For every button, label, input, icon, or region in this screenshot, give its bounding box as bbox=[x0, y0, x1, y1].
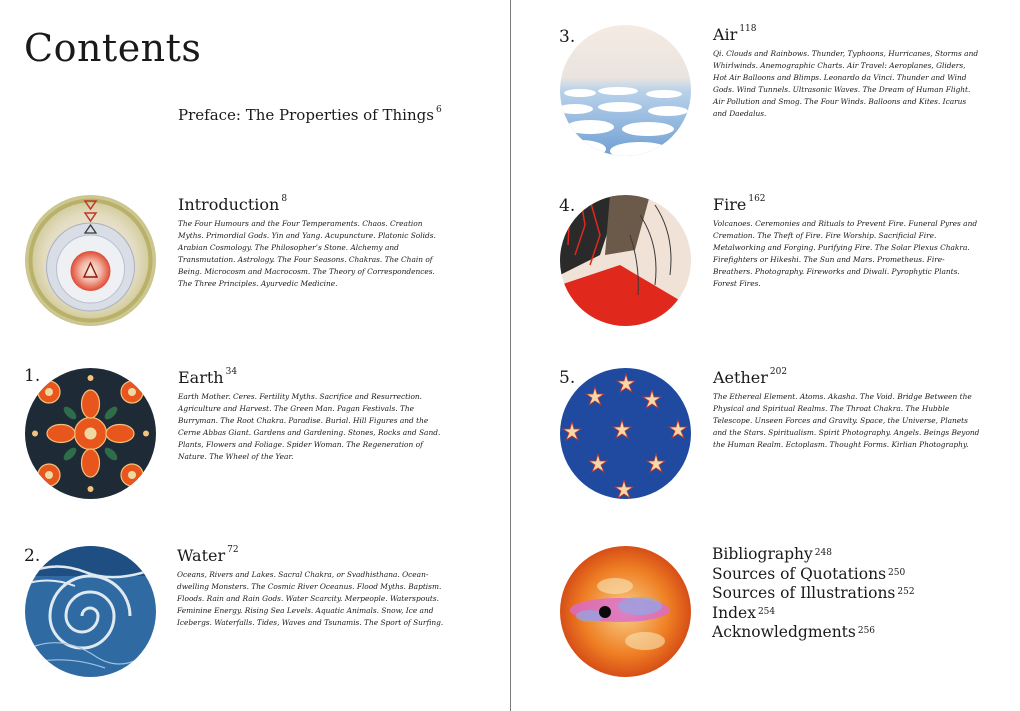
chapter-heading-air[interactable] bbox=[713, 25, 757, 44]
back-matter-label: Acknowledgments bbox=[712, 623, 856, 641]
right-page bbox=[511, 0, 1020, 711]
chapter-description: The Ethereal Element. Atoms. Akasha. The Void. Bridge Between the Physical and Spiritual Realms. The Throat Chakra. The Hubble Telescope. Unseen Forces and Gravity. Space, the Universe, Planets and the Stars. Spiritualism. Spirit Photography. Angels. Beings Beyond the Human Realm. Ectoplasm. Thought Forms. Kirlian Photography. bbox=[713, 392, 980, 449]
chapter-number: 1. bbox=[24, 366, 41, 386]
back-matter-label: Sources of Illustrations bbox=[712, 584, 896, 602]
chapter-page: 118 bbox=[739, 24, 757, 34]
chapter-title: Water bbox=[177, 546, 226, 565]
chapter-title: Air bbox=[713, 25, 738, 44]
sun-eclipse-icon bbox=[560, 546, 691, 677]
chapter-number: 3. bbox=[559, 27, 576, 47]
back-matter-sources-of-illustrations[interactable] bbox=[712, 584, 915, 604]
preface-entry[interactable] bbox=[178, 106, 442, 124]
chapter-description: Qi. Clouds and Rainbows. Thunder, Typhoons, Hurricanes, Storms and Whirlwinds. Anemographic Charts. Air Travel: Aeroplanes, Gliders, Hot Air Balloons and Blimps. Leonardo da Vinci. Thunder and Wind Gods. Wind Tunnels. Ultrasonic Waves. The Dream of Human Flight. Air Pollution and Smog. The Four Winds. Balloons and Kites. Icarus and Daedalus. bbox=[713, 49, 979, 118]
waves-whirlpool-icon bbox=[25, 546, 156, 677]
chapter-heading-fire[interactable] bbox=[713, 195, 766, 214]
back-matter-list bbox=[712, 545, 915, 643]
alchemical-triangles-icon bbox=[25, 195, 156, 326]
chapter-description: Oceans, Rivers and Lakes. Sacral Chakra, or Svadhisthana. Ocean-dwelling Monsters. The Cosmic River Oceanus. Flood Myths. Baptism. Floods. Rain and Rain Gods. Water Scarcity. Merpeople. Waterspouts. Feminine Energy. Rising Sea Levels. Aquatic Animals. Snow, Ice and Icebergs. Waterfalls. Tides, Waves and Tsunamis. The Sport of Surfing. bbox=[177, 570, 444, 627]
chapter-title: Introduction bbox=[178, 195, 280, 214]
starry-sky-icon bbox=[560, 368, 691, 499]
chapter-description: Volcanoes. Ceremonies and Rituals to Prevent Fire. Funeral Pyres and Cremation. The Theft of Fire. Fire Worship. Sacrificial Fire. Metalworking and Forging. Purifying Fire. The Solar Plexus Chakra. Firefighters or Hikeshi. The Sun and Mars. Prometheus. Fire-Breathers. Photography. Fireworks and Diwali. Pyrophytic Plants. Forest Fires. bbox=[713, 219, 978, 288]
chapter-heading-aether[interactable] bbox=[713, 368, 787, 387]
chapter-page: 8 bbox=[281, 194, 288, 204]
chapter-page: 72 bbox=[227, 545, 239, 555]
back-matter-label: Bibliography bbox=[712, 545, 813, 563]
preface-page: 6 bbox=[435, 105, 442, 115]
clouds-sky-icon bbox=[560, 25, 691, 156]
back-matter-label: Sources of Quotations bbox=[712, 564, 887, 583]
back-matter-bibliography[interactable] bbox=[712, 545, 915, 565]
back-matter-page: 256 bbox=[857, 626, 876, 636]
back-matter-page: 254 bbox=[757, 606, 776, 617]
chapter-number: 5. bbox=[559, 368, 576, 388]
chapter-title: Fire bbox=[713, 195, 747, 214]
chapter-page: 162 bbox=[748, 194, 766, 204]
chapter-title: Aether bbox=[713, 368, 768, 387]
chapter-description: The Four Humours and the Four Temperaments. Chaos. Creation Myths. Primordial Gods. Yin and Yang. Acupuncture. Platonic Solids. Arabian Cosmology. The Philosopher’s Stone. Alchemy and Transmutation. Astrology. The Four Seasons. Chakras. The Chain of Being. Microcosm and Macrocosm. The Theory of Correspondences. The Three Principles. Ayurvedic Medicine. bbox=[178, 219, 436, 288]
chapter-number: 2. bbox=[24, 546, 41, 566]
back-matter-page: 250 bbox=[888, 567, 906, 578]
back-matter-page: 252 bbox=[897, 587, 915, 597]
chapter-heading-earth[interactable] bbox=[178, 368, 237, 387]
chapter-title: Earth bbox=[178, 368, 224, 387]
chapter-page: 202 bbox=[769, 367, 788, 377]
chapter-number: 4. bbox=[559, 196, 576, 216]
chapter-heading-water[interactable] bbox=[177, 546, 239, 565]
chapter-description: Earth Mother. Ceres. Fertility Myths. Sacrifice and Resurrection. Agriculture and Harvest. The Green Man. Pagan Festivals. The Burryman. The Root Chakra. Paradise. Burial. Hill Figures and the Cerne Abbas Giant. Gardens and Gardening. Stones, Rocks and Sand. Plants, Flowers and Foliage. Spider Woman. The Regeneration of Nature. The Wheel of the Year. bbox=[178, 392, 441, 461]
floral-pattern-icon bbox=[25, 368, 156, 499]
back-matter-label: Index bbox=[712, 603, 756, 622]
preface-label: Preface: The Properties of Things bbox=[178, 106, 434, 124]
chapter-heading-introduction[interactable] bbox=[178, 195, 287, 214]
back-matter-sources-of-quotations[interactable] bbox=[712, 565, 915, 585]
back-matter-index[interactable] bbox=[712, 604, 915, 624]
back-matter-acknowledgments[interactable] bbox=[712, 623, 915, 643]
page-title: Contents bbox=[24, 26, 202, 70]
back-matter-page: 248 bbox=[814, 548, 832, 558]
volcano-lava-icon bbox=[560, 195, 691, 326]
chapter-page: 34 bbox=[225, 367, 238, 377]
